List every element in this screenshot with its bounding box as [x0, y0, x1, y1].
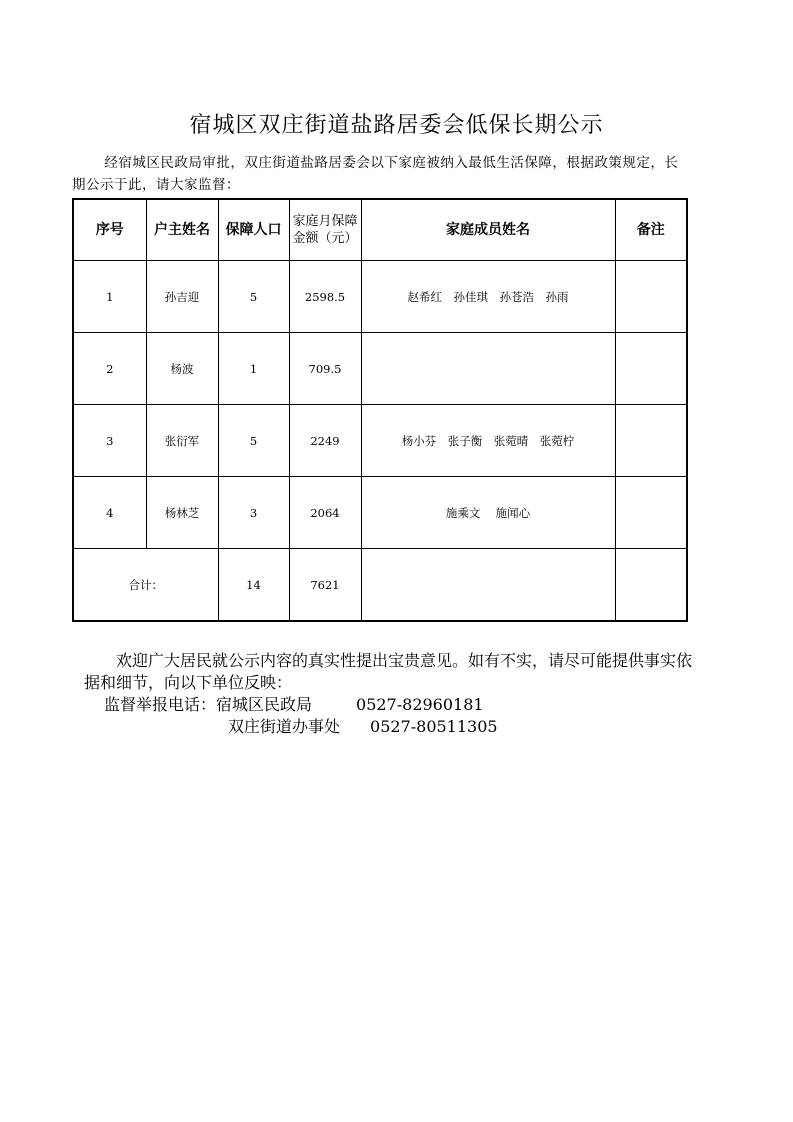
- header-household-head: 户主姓名: [146, 199, 218, 261]
- header-remark: 备注: [615, 199, 687, 261]
- total-members: [361, 549, 615, 622]
- subsidy-table: [72, 198, 688, 622]
- cell-members: 赵希红 孙佳琪 孙苍浩 孙雨: [361, 261, 615, 333]
- cell-people: 5: [218, 405, 289, 477]
- total-amount: 7621: [289, 549, 361, 622]
- table-row: [73, 405, 687, 477]
- hotline-phone-office: 0527-80511305: [370, 717, 498, 736]
- hotline-line-bureau: [84, 694, 704, 716]
- cell-number: 4: [73, 477, 146, 549]
- hotline-phone-bureau: 0527-82960181: [356, 695, 484, 714]
- table-row: [73, 477, 687, 549]
- cell-remark: [615, 333, 687, 405]
- table-header-row: [73, 199, 687, 261]
- header-people: 保障人口: [218, 199, 289, 261]
- header-number: 序号: [73, 199, 146, 261]
- cell-number: 2: [73, 333, 146, 405]
- cell-members: [361, 333, 615, 405]
- cell-number: 3: [73, 405, 146, 477]
- cell-household-head: 张衍军: [146, 405, 218, 477]
- cell-amount: 2598.5: [289, 261, 361, 333]
- cell-amount: 2249: [289, 405, 361, 477]
- page-title: 宿城区双庄街道盐路居委会低保长期公示: [189, 113, 604, 138]
- table-row: [73, 333, 687, 405]
- header-amount: 家庭月保障金额（元）: [289, 199, 361, 261]
- table-row: [73, 261, 687, 333]
- header-members: 家庭成员姓名: [361, 199, 615, 261]
- cell-people: 1: [218, 333, 289, 405]
- cell-remark: [615, 477, 687, 549]
- office-label: 双庄街道办事处: [228, 717, 341, 736]
- cell-household-head: 杨林芝: [146, 477, 218, 549]
- feedback-paragraph: 欢迎广大居民就公示内容的真实性提出宝贵意见。如有不实，请尽可能提供事实依据和细节，向以下单位反映：: [84, 651, 693, 692]
- cell-amount: 709.5: [289, 333, 361, 405]
- cell-amount: 2064: [289, 477, 361, 549]
- cell-household-head: 杨波: [146, 333, 218, 405]
- total-label: 合计：: [73, 549, 218, 622]
- intro-paragraph: 经宿城区民政局审批，双庄街道盐路居委会以下家庭被纳入最低生活保障，根据政策规定，长期公示于此，请大家监督：: [72, 155, 679, 193]
- cell-number: 1: [73, 261, 146, 333]
- cell-members: 杨小芬 张子衡 张菀晴 张菀柠: [361, 405, 615, 477]
- cell-remark: [615, 405, 687, 477]
- footer-section: [84, 650, 704, 738]
- cell-people: 3: [218, 477, 289, 549]
- cell-members: 施乘文 施闻心: [361, 477, 615, 549]
- hotline-label: 监督举报电话：宿城区民政局: [104, 695, 313, 714]
- total-row: [73, 549, 687, 622]
- hotline-line-office: [84, 716, 704, 738]
- cell-people: 5: [218, 261, 289, 333]
- cell-household-head: 孙吉迎: [146, 261, 218, 333]
- cell-remark: [615, 261, 687, 333]
- total-remark: [615, 549, 687, 622]
- total-people: 14: [218, 549, 289, 622]
